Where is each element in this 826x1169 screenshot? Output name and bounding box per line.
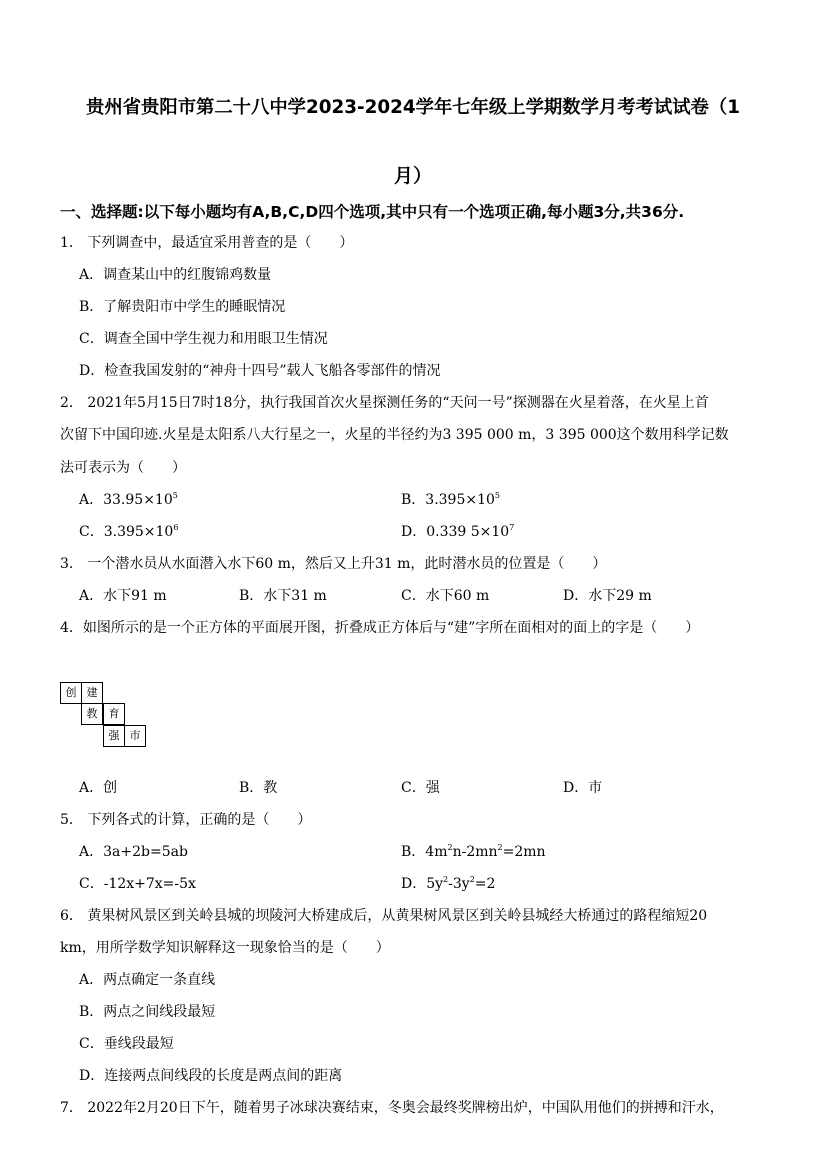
title-line-2: 月）	[393, 165, 432, 187]
q2-option-d: D．0.339 $5\times 10^7$	[401, 523, 515, 540]
q5-option-a: A．3a+2b=5ab	[79, 844, 188, 860]
q6-option-b: B．两点之间线段最短	[79, 1004, 216, 1020]
net-cell-qiang: 强	[103, 725, 125, 747]
net-cell-shi: 市	[124, 725, 146, 747]
q6-stem-line1: 6． 黄果树风景区到关岭县城的坝陵河大桥建成后，从黄果树风景区到关岭县城经大桥通过的路程缩短20	[60, 908, 708, 924]
q2-stem-line1: 2． 2021年5月15日7时18分，执行我国首次火星探测任务的“天问一号”探测器在火星着落，在火星上首	[60, 395, 709, 411]
q4-option-c: C．强	[401, 780, 440, 796]
net-cell-chuang: 创	[60, 682, 82, 704]
q2-option-b: B．$3.395\times 10^5$	[401, 491, 501, 508]
q3-stem: 3． 一个潜水员从水面潜入水下60 m，然后又上升31 m，此时潜水员的位置是（ ）	[60, 556, 607, 572]
q4-option-d: D．市	[563, 780, 603, 796]
q6-stem-line2: km，用所学数学知识解释这一现象恰当的是（ ）	[60, 940, 390, 956]
q3-option-d: D．水下29 m	[563, 588, 652, 604]
q6-option-c: C．垂线段最短	[79, 1036, 174, 1052]
q1-option-c: C．调查全国中学生视力和用眼卫生情况	[79, 331, 328, 347]
q2-option-c: C．$3.395\times 10^6$	[79, 523, 179, 540]
q4-stem: 4．如图所示的是一个正方体的平面展开图，折叠成正方体后与“建”字所在面相对的面上的字是（ ）	[60, 620, 700, 636]
q6-option-a: A．两点确定一条直线	[79, 972, 216, 988]
q5-option-d: D．$5y^2-3y^2=2$	[401, 875, 496, 892]
section-heading: 一、选择题:以下每小题均有A,B,C,D四个选项,其中只有一个选项正确,每小题3分,共36分.	[60, 203, 685, 221]
q6-option-d: D．连接两点间线段的长度是两点间的距离	[79, 1068, 343, 1084]
q2-option-a: A．$33.95\times 10^5$	[79, 491, 178, 508]
q5-stem: 5． 下列各式的计算，正确的是（ ）	[60, 812, 312, 828]
q5-option-c: C．-12x+7x=-5x	[79, 876, 196, 892]
exam-title	[40, 74, 786, 210]
net-cell-jiao: 教	[81, 703, 103, 725]
net-cell-jian: 建	[81, 682, 103, 704]
q3-option-c: C．水下60 m	[401, 588, 490, 604]
q1-option-b: B．了解贵阳市中学生的睡眠情况	[79, 299, 286, 315]
q3-option-a: A．水下91 m	[79, 588, 167, 604]
net-cell-yu: 育	[103, 703, 125, 725]
q2-stem-line2: 次留下中国印迹.火星是太阳系八大行星之一，火星的半径约为3 395 000 m，3 395 000这个数用科学记数	[60, 427, 729, 443]
q1-option-d: D．检查我国发射的“神舟十四号”载人飞船各零部件的情况	[79, 363, 441, 379]
q2-stem-line3: 法可表示为（ ）	[60, 460, 186, 476]
q5-option-b: B．$4m^2n-2mn^2=2mn$	[401, 843, 546, 860]
q3-option-b: B．水下31 m	[239, 588, 327, 604]
q1-stem: 1． 下列调查中，最适宜采用普查的是（ ）	[60, 235, 354, 251]
title-line-1: 贵州省贵阳市第二十八中学2023-2024学年七年级上学期数学月考考试试卷（1	[86, 97, 740, 118]
q7-stem-line1: 7． 2022年2月20日下午，随着男子冰球决赛结束，冬奥会最终奖牌榜出炉，中国队用他们的拼搏和汗水，	[60, 1100, 724, 1116]
q4-option-a: A．创	[79, 780, 118, 796]
q1-option-a: A．调查某山中的红腹锦鸡数量	[79, 267, 272, 283]
q4-option-b: B．教	[239, 780, 278, 796]
